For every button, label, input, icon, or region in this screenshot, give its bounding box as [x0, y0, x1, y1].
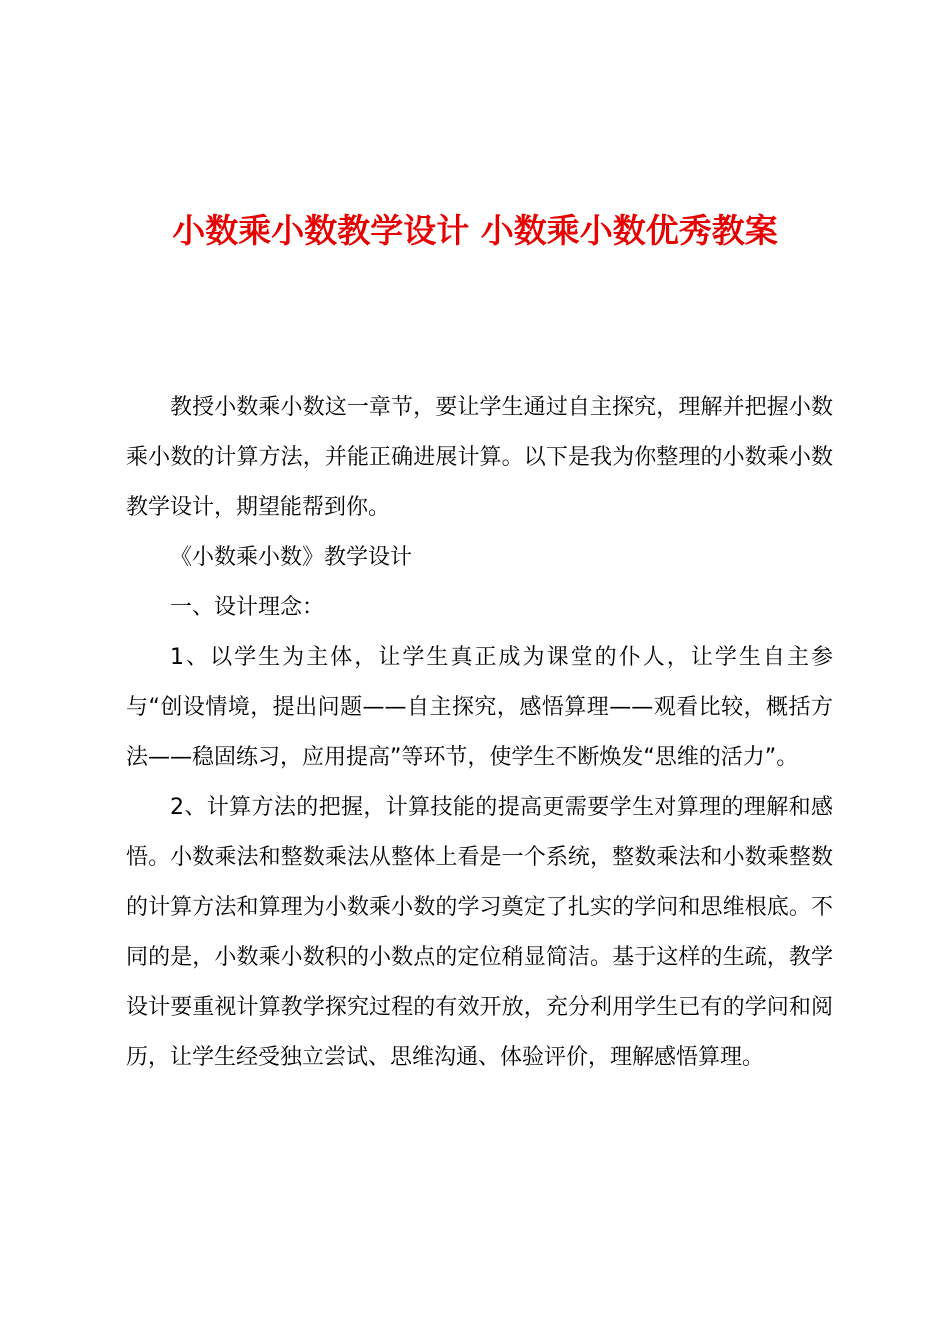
concept-paragraph-2: 2、计算方法的把握，计算技能的提高更需要学生对算理的理解和感悟。小数乘法和整数乘法从整体上看是一个系统，整数乘法和小数乘整数的计算方法和算理为小数乘小数的学习奠定了扎实的学问和思维根底。不同的是，小数乘小数积的小数点的定位稍显简洁。基于这样的生疏，教学设计要重视计算教学探究过程的有效开放，充分利用学生已有的学问和阅历，让学生经受独立尝试、思维沟通、体验评价，理解感悟算理。: [126, 795, 833, 1070]
document-title: 小数乘小数教学设计 小数乘小数优秀教案: [172, 211, 778, 250]
concept-paragraph-1: 1、以学生为主体，让学生真正成为课堂的仆人，让学生自主参与“创设情境，提出问题——自主探究，感悟算理——观看比较，概括方法——稳固练习，应用提高”等环节，使学生不断焕发“思维的活力”。: [126, 645, 833, 770]
design-concept-heading: 一、设计理念：: [170, 595, 325, 620]
document-body: [126, 383, 833, 1083]
intro-paragraph: 教授小数乘小数这一章节，要让学生通过自主探究，理解并把握小数乘小数的计算方法，并能正确进展计算。以下是我为你整理的小数乘小数教学设计，期望能帮到你。: [126, 395, 833, 520]
section-heading: 《小数乘小数》教学设计: [170, 545, 413, 570]
